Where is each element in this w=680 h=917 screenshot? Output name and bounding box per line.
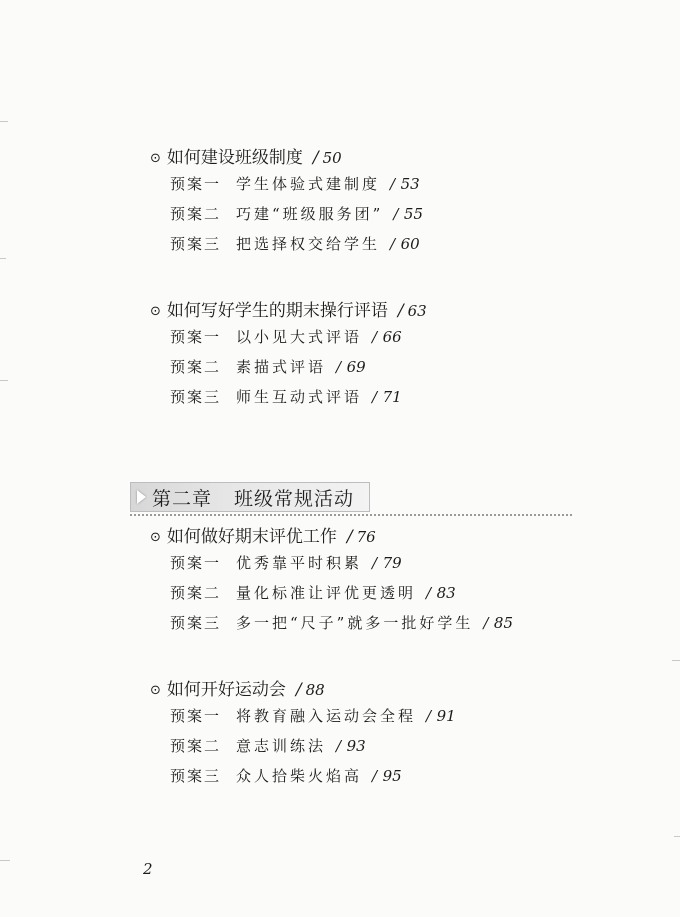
toc-section bbox=[150, 522, 513, 642]
toc-plan[interactable] bbox=[150, 173, 423, 203]
plan-label: 预案三 bbox=[170, 767, 222, 785]
toc-section bbox=[150, 143, 423, 263]
plan-page: 55 bbox=[403, 205, 423, 223]
plan-label: 预案一 bbox=[170, 175, 222, 193]
plan-page: 66 bbox=[382, 328, 402, 346]
toc-topic[interactable] bbox=[150, 296, 427, 326]
toc-topic[interactable] bbox=[150, 143, 423, 173]
plan-label: 预案三 bbox=[170, 388, 222, 406]
plan-label: 预案三 bbox=[170, 235, 222, 253]
separator: / bbox=[312, 148, 319, 168]
plan-page: 71 bbox=[382, 388, 402, 406]
plan-label: 预案一 bbox=[170, 554, 222, 572]
toc-plan[interactable] bbox=[150, 612, 513, 642]
toc-plan[interactable] bbox=[150, 203, 423, 233]
plan-page: 93 bbox=[346, 737, 366, 755]
plan-label: 预案二 bbox=[170, 205, 222, 223]
separator: / bbox=[372, 767, 379, 785]
scan-mark bbox=[672, 660, 680, 661]
circle-dot-icon: ⊙ bbox=[150, 304, 161, 319]
plan-title: 将教育融入运动会全程 bbox=[236, 707, 417, 725]
plan-page: 83 bbox=[436, 584, 456, 602]
separator: / bbox=[426, 584, 433, 602]
plan-page: 91 bbox=[436, 707, 456, 725]
plan-label: 预案三 bbox=[170, 614, 222, 632]
topic-title: 如何建设班级制度 bbox=[166, 148, 303, 168]
plan-title: 量化标准让评优更透明 bbox=[236, 584, 417, 602]
plan-label: 预案二 bbox=[170, 737, 222, 755]
separator: / bbox=[295, 680, 302, 700]
separator: / bbox=[336, 737, 343, 755]
toc-plan[interactable] bbox=[150, 233, 423, 263]
plan-label: 预案一 bbox=[170, 707, 222, 725]
plan-page: 60 bbox=[400, 235, 420, 253]
toc-plan[interactable] bbox=[150, 582, 513, 612]
plan-title: 多一把“尺子”就多一批好学生 bbox=[236, 614, 474, 632]
circle-dot-icon: ⊙ bbox=[150, 683, 161, 698]
triangle-right-icon bbox=[137, 490, 146, 504]
scan-mark bbox=[0, 258, 6, 259]
separator: / bbox=[390, 235, 397, 253]
toc-topic[interactable] bbox=[150, 522, 513, 552]
topic-page: 63 bbox=[407, 302, 427, 320]
toc-plan[interactable] bbox=[150, 735, 456, 765]
toc-section bbox=[150, 675, 456, 795]
plan-title: 意志训练法 bbox=[236, 737, 327, 755]
plan-title: 素描式评语 bbox=[236, 358, 327, 376]
separator: / bbox=[372, 554, 379, 572]
plan-title: 以小见大式评语 bbox=[236, 328, 363, 346]
page-number: 2 bbox=[143, 860, 153, 878]
toc-plan[interactable] bbox=[150, 765, 456, 795]
toc-section bbox=[150, 296, 427, 416]
plan-label: 预案二 bbox=[170, 584, 222, 602]
separator: / bbox=[393, 205, 400, 223]
scan-mark bbox=[674, 836, 680, 837]
circle-dot-icon: ⊙ bbox=[150, 151, 161, 166]
plan-title: 学生体验式建制度 bbox=[236, 175, 381, 193]
circle-dot-icon: ⊙ bbox=[150, 530, 161, 545]
plan-page: 95 bbox=[382, 767, 402, 785]
plan-page: 85 bbox=[493, 614, 513, 632]
topic-page: 50 bbox=[322, 149, 342, 167]
topic-title: 如何开好运动会 bbox=[166, 680, 286, 700]
plan-title: 巧建“班级服务团” bbox=[236, 205, 384, 223]
scan-mark bbox=[0, 380, 8, 381]
plan-page: 79 bbox=[382, 554, 402, 572]
separator: / bbox=[346, 527, 353, 547]
chapter-number: 第二章 bbox=[152, 487, 213, 510]
separator: / bbox=[372, 328, 379, 346]
plan-title: 众人拾柴火焰高 bbox=[236, 767, 363, 785]
topic-page: 88 bbox=[305, 681, 325, 699]
separator: / bbox=[336, 358, 343, 376]
toc-topic[interactable] bbox=[150, 675, 456, 705]
topic-page: 76 bbox=[356, 528, 376, 546]
plan-label: 预案二 bbox=[170, 358, 222, 376]
plan-page: 69 bbox=[346, 358, 366, 376]
separator: / bbox=[426, 707, 433, 725]
toc-plan[interactable] bbox=[150, 356, 427, 386]
plan-title: 师生互动式评语 bbox=[236, 388, 363, 406]
topic-title: 如何写好学生的期末操行评语 bbox=[166, 301, 388, 321]
toc-plan[interactable] bbox=[150, 552, 513, 582]
chapter-title: 班级常规活动 bbox=[234, 487, 355, 510]
plan-page: 53 bbox=[400, 175, 420, 193]
separator: / bbox=[390, 175, 397, 193]
plan-title: 优秀靠平时积累 bbox=[236, 554, 363, 572]
separator: / bbox=[483, 614, 490, 632]
toc-plan[interactable] bbox=[150, 386, 427, 416]
chapter-divider bbox=[130, 514, 572, 516]
chapter-heading[interactable] bbox=[130, 482, 370, 512]
separator: / bbox=[397, 301, 404, 321]
topic-title: 如何做好期末评优工作 bbox=[166, 527, 337, 547]
toc-plan[interactable] bbox=[150, 705, 456, 735]
plan-label: 预案一 bbox=[170, 328, 222, 346]
scan-mark bbox=[0, 860, 10, 861]
separator: / bbox=[372, 388, 379, 406]
scan-mark bbox=[0, 121, 8, 122]
plan-title: 把选择权交给学生 bbox=[236, 235, 381, 253]
toc-plan[interactable] bbox=[150, 326, 427, 356]
